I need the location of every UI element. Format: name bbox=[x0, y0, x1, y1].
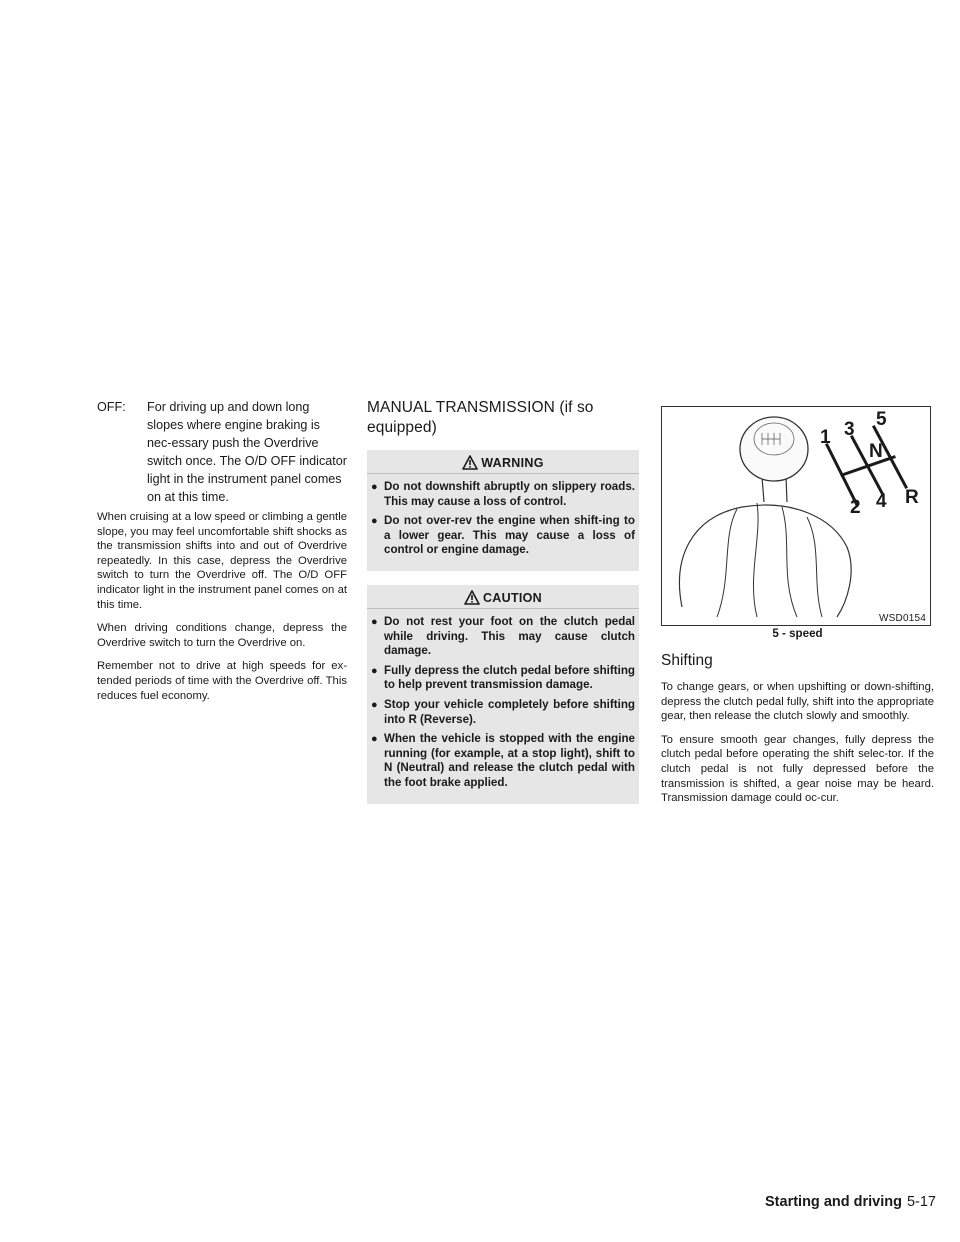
warning-box bbox=[367, 450, 639, 571]
bullet-icon: ● bbox=[371, 698, 378, 711]
caution-item-text: Do not rest your foot on the clutch pedal while driving. This may cause clutch damage. bbox=[384, 614, 635, 658]
paragraph-conditions-change: When driving conditions change, depress the Overdrive switch to turn the Overdrive on. bbox=[97, 622, 347, 649]
caution-icon bbox=[464, 590, 480, 605]
gear-label-4: 4 bbox=[876, 491, 887, 512]
gear-label-reverse: R bbox=[905, 487, 919, 508]
page-footer bbox=[765, 1194, 936, 1210]
warning-header bbox=[367, 450, 639, 474]
left-column bbox=[97, 398, 347, 712]
paragraph-change-gears: To change gears, or when upshifting or down-shifting, depress the clutch pedal fully, shift into the appropriate gear, then release the clutch slowly and smoothly. bbox=[661, 681, 934, 723]
shift-pattern-figure bbox=[661, 406, 931, 626]
off-definition bbox=[97, 398, 347, 506]
caution-list bbox=[367, 609, 639, 791]
gear-shift-illustration bbox=[662, 407, 930, 625]
caution-item-text: When the vehicle is stopped with the engine running (for example, at a stop light), shift to N (Neutral) and release the clutch pedal with the foot brake applied. bbox=[384, 732, 635, 789]
warning-list bbox=[367, 474, 639, 558]
gear-label-2: 2 bbox=[850, 497, 861, 518]
gear-label-1: 1 bbox=[820, 427, 831, 448]
gear-label-neutral: N bbox=[869, 441, 883, 462]
middle-column bbox=[367, 398, 639, 818]
gear-label-3: 3 bbox=[844, 419, 855, 440]
paragraph-fuel-economy: Remember not to drive at high speeds for ex-tended periods of time with the Overdrive off. This reduces fuel economy. bbox=[97, 660, 347, 702]
warning-title: WARNING bbox=[481, 456, 544, 470]
caution-header bbox=[367, 585, 639, 609]
warning-icon bbox=[462, 455, 478, 470]
right-column bbox=[661, 406, 934, 815]
footer-section-title: Starting and driving bbox=[765, 1194, 902, 1210]
caution-title: CAUTION bbox=[482, 590, 543, 605]
section-heading: MANUAL TRANSMISSION (if so equipped) bbox=[367, 399, 594, 436]
bullet-icon: ● bbox=[371, 733, 378, 746]
page-number: 5-17 bbox=[906, 1194, 936, 1210]
bullet-icon: ● bbox=[371, 664, 378, 677]
figure-caption: 5 - speed bbox=[772, 627, 823, 640]
warning-item-text: Do not downshift abruptly on slippery roads. This may cause a loss of control. bbox=[384, 480, 635, 508]
paragraph-cruising: When cruising at a low speed or climbing a gentle slope, you may feel uncomfortable shift shocks as the transmission shifts into and out of Overdrive repeatedly. In this case, depress the Overdrive switch to turn the Overdrive off. The O/D OFF indicator light in the instrument panel comes on at this time. bbox=[97, 511, 347, 611]
bullet-icon: ● bbox=[371, 615, 378, 628]
gear-label-5: 5 bbox=[876, 409, 887, 430]
off-description: For driving up and down long slopes where engine braking is nec-essary push the Overdrive switch once. The O/D OFF indicator light in the instrument panel comes on at this time. bbox=[147, 400, 347, 504]
figure-code: WSD0154 bbox=[879, 613, 926, 624]
bullet-icon: ● bbox=[371, 515, 378, 528]
subheading-shifting: Shifting bbox=[661, 652, 713, 669]
caution-item-text: Fully depress the clutch pedal before shifting to help prevent transmission damage. bbox=[384, 663, 635, 692]
list-item bbox=[371, 480, 635, 509]
list-item bbox=[371, 732, 635, 790]
bullet-icon: ● bbox=[371, 481, 378, 493]
off-term: OFF: bbox=[97, 400, 126, 414]
list-item bbox=[371, 514, 635, 558]
caution-item-text: Stop your vehicle completely before shifting into R (Reverse). bbox=[384, 697, 635, 726]
list-item bbox=[371, 615, 635, 659]
list-item bbox=[371, 664, 635, 693]
warning-item-text: Do not over-rev the engine when shift-ing to a lower gear. This may cause a loss of control or engine damage. bbox=[384, 514, 635, 557]
paragraph-smooth-changes: To ensure smooth gear changes, fully depress the clutch pedal before operating the shift selec-tor. If the clutch pedal is not fully depressed before the transmission is shifted, a gear noise may be heard. Transmission damage could oc-cur. bbox=[661, 733, 934, 805]
list-item bbox=[371, 698, 635, 727]
caution-box bbox=[367, 585, 639, 804]
